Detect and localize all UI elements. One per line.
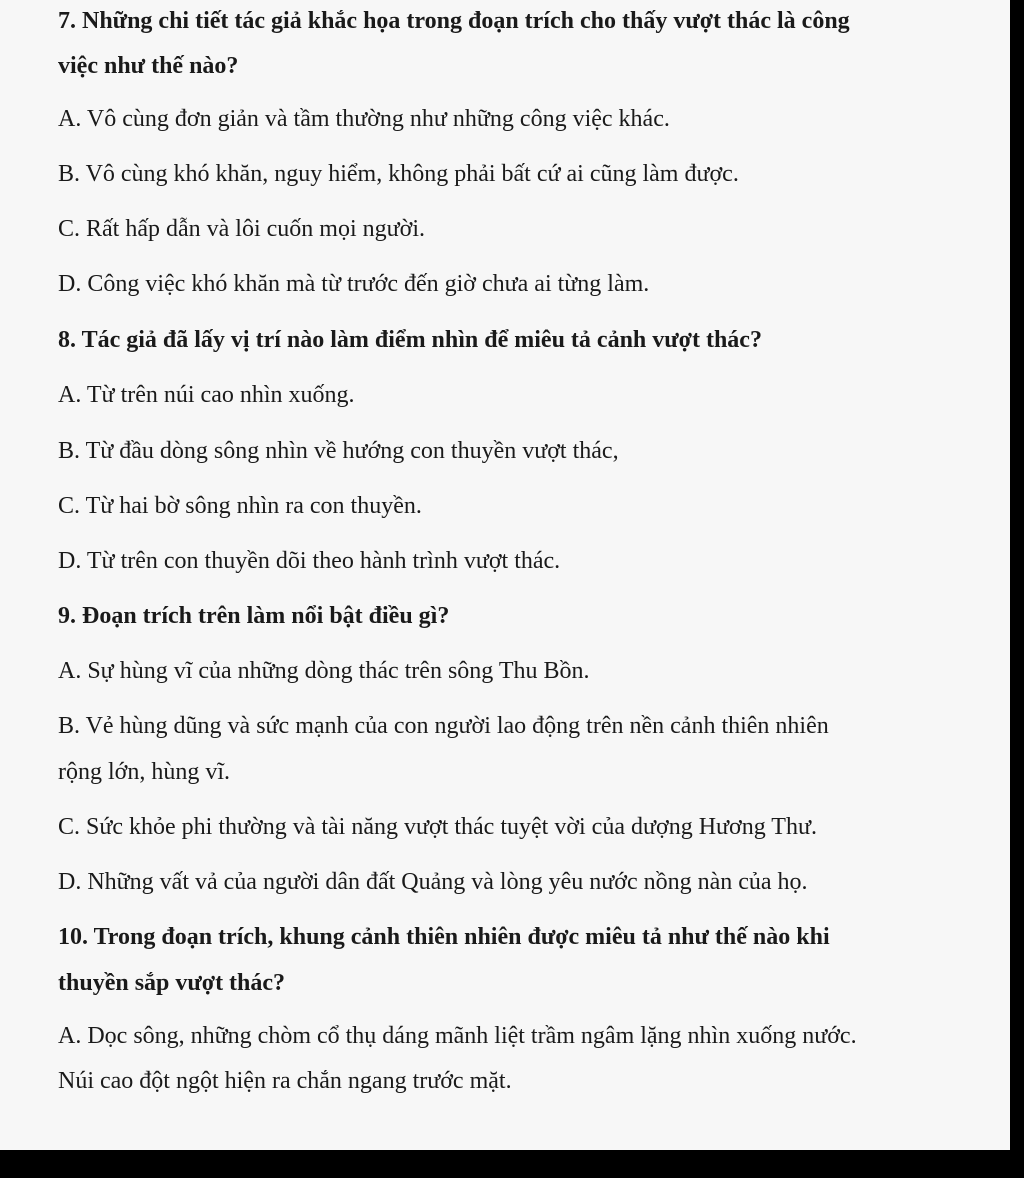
question-7-option-b: B. Vô cùng khó khăn, nguy hiểm, không phải bất cứ ai cũng làm được. (58, 161, 739, 187)
question-7-option-a: A. Vô cùng đơn giản và tầm thường như những công việc khác. (58, 106, 670, 132)
question-10-option-a-line-1: A. Dọc sông, những chòm cổ thụ dáng mãnh liệt trầm ngâm lặng nhìn xuống nước. (58, 1023, 857, 1049)
question-10-option-a-line-2: Núi cao đột ngột hiện ra chắn ngang trước mặt. (58, 1068, 512, 1094)
question-8-title: 8. Tác giả đã lấy vị trí nào làm điểm nhìn để miêu tả cảnh vượt thác? (58, 327, 762, 353)
question-9-option-b-line-2: rộng lớn, hùng vĩ. (58, 759, 231, 785)
question-8-option-a: A. Từ trên núi cao nhìn xuống. (58, 382, 355, 408)
question-9-option-a: A. Sự hùng vĩ của những dòng thác trên sông Thu Bồn. (58, 658, 590, 684)
question-8-option-b: B. Từ đầu dòng sông nhìn về hướng con thuyền vượt thác, (58, 438, 619, 464)
question-9-title: 9. Đoạn trích trên làm nổi bật điều gì? (58, 603, 450, 629)
question-8-option-c: C. Từ hai bờ sông nhìn ra con thuyền. (58, 493, 422, 519)
question-8-option-d: D. Từ trên con thuyền dõi theo hành trình vượt thác. (58, 548, 561, 574)
question-7-title-line-2: việc như thế nào? (58, 53, 239, 79)
question-7-option-d: D. Công việc khó khăn mà từ trước đến giờ chưa ai từng làm. (58, 271, 650, 297)
question-9-option-c: C. Sức khỏe phi thường và tài năng vượt thác tuyệt vời của dượng Hương Thư. (58, 814, 817, 840)
question-10-title-line-2: thuyền sắp vượt thác? (58, 970, 286, 996)
question-7-title-line-1: 7. Những chi tiết tác giả khắc họa trong đoạn trích cho thấy vượt thác là công (58, 8, 850, 34)
question-7-option-c: C. Rất hấp dẫn và lôi cuốn mọi người. (58, 216, 425, 242)
question-9-option-b-line-1: B. Vẻ hùng dũng và sức mạnh của con người lao động trên nền cảnh thiên nhiên (58, 713, 829, 739)
question-10-title-line-1: 10. Trong đoạn trích, khung cảnh thiên nhiên được miêu tả như thế nào khi (58, 924, 830, 950)
question-9-option-d: D. Những vất vả của người dân đất Quảng và lòng yêu nước nồng nàn của họ. (58, 869, 808, 895)
